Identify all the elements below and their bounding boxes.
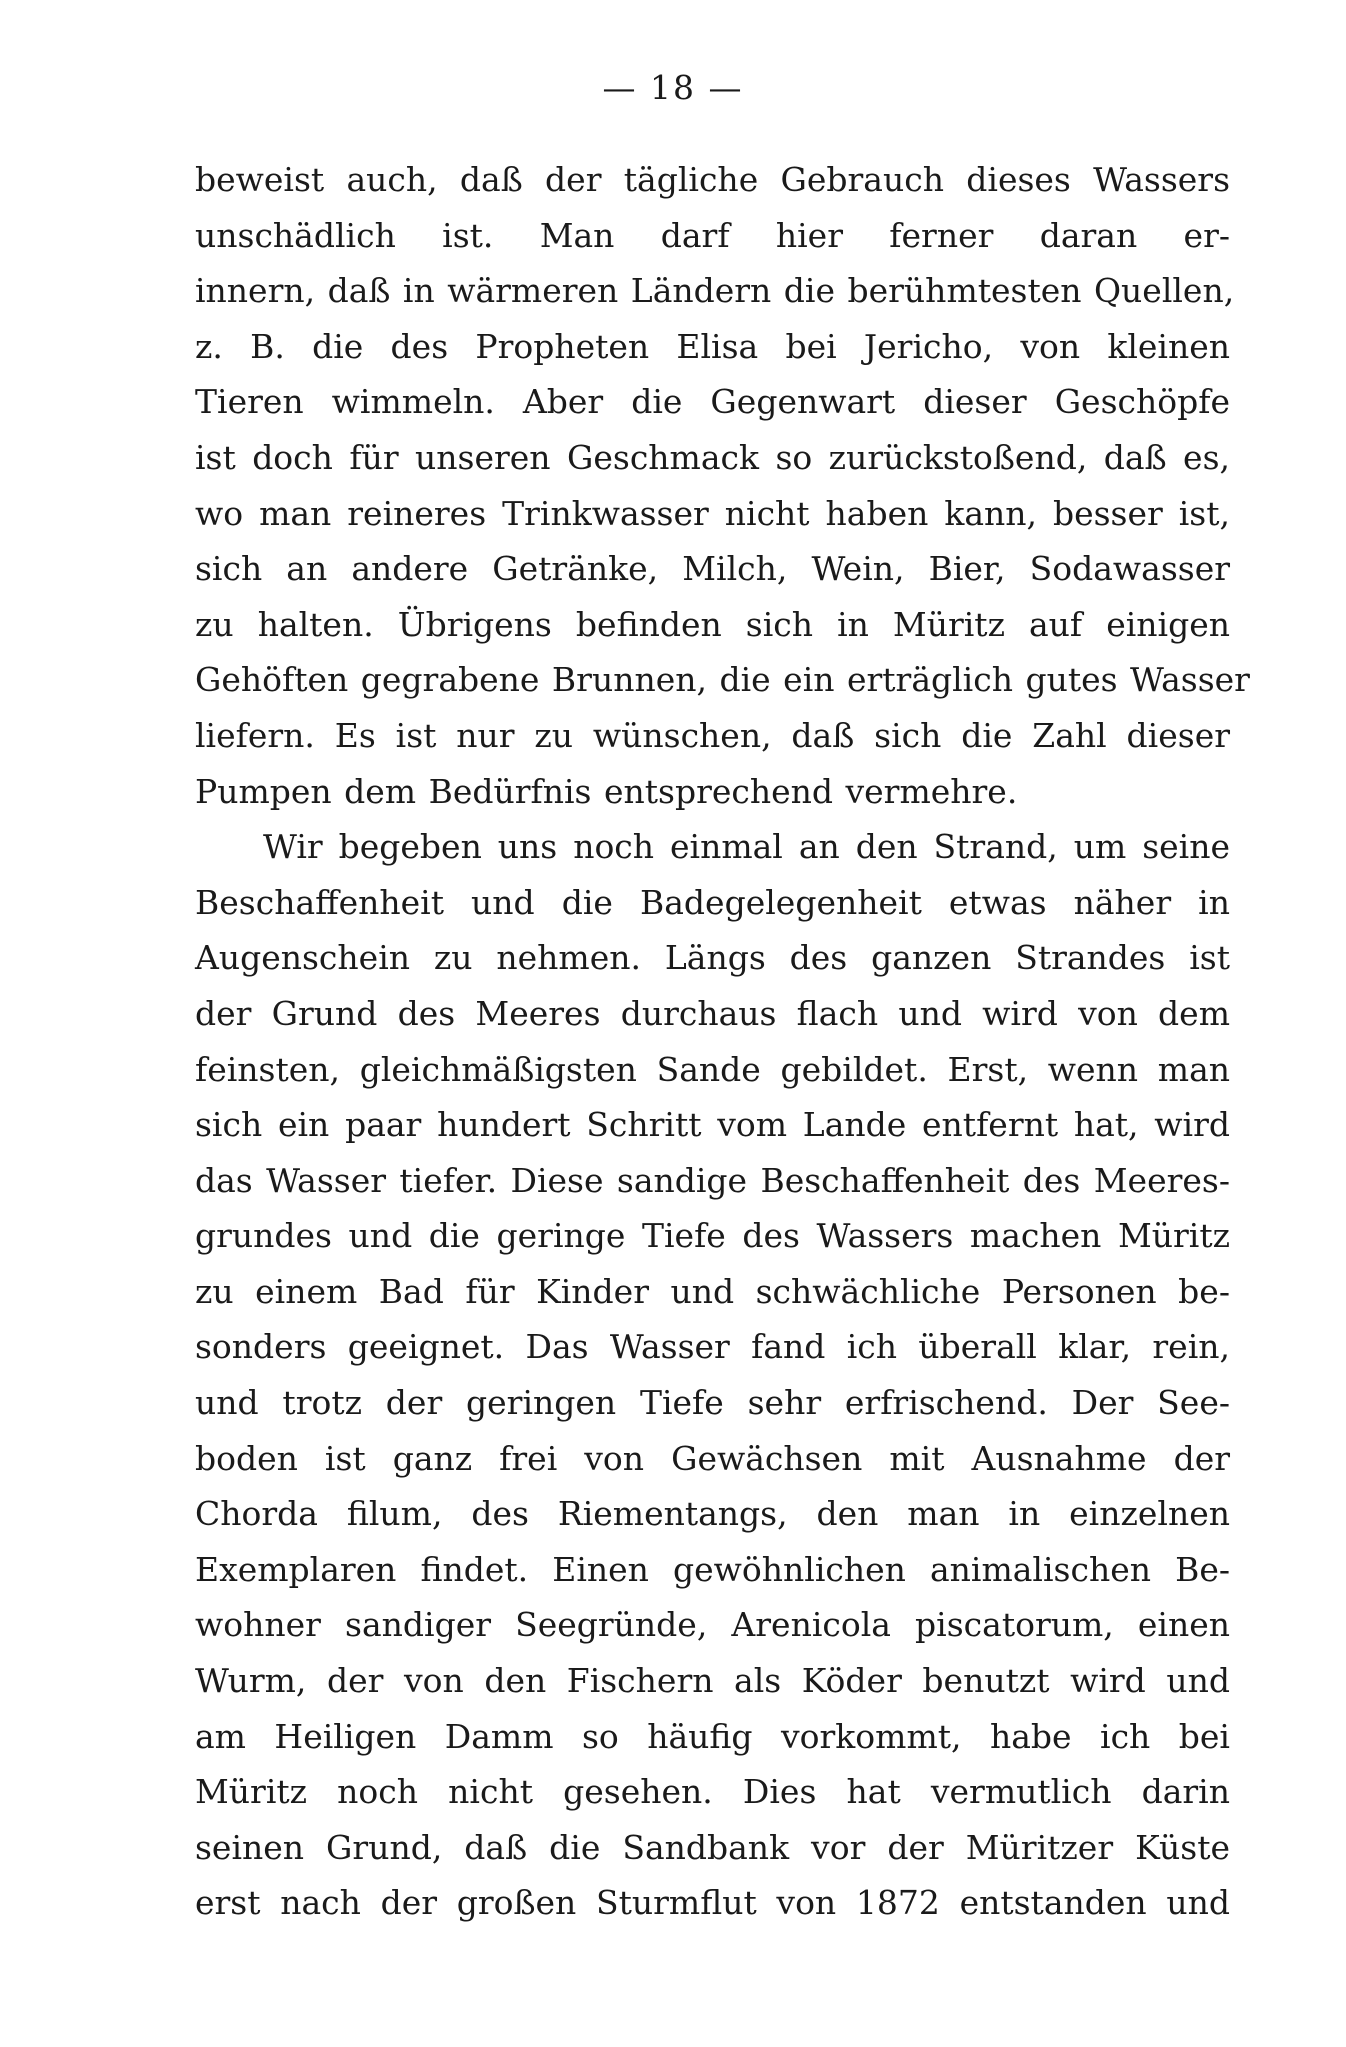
text-line: boden ist ganz frei von Gewächsen mit Ausnahme der: [195, 1438, 1230, 1478]
text-line: zu einem Bad für Kinder und schwächliche Personen be-: [195, 1271, 1230, 1311]
text-line: Chorda filum, des Riementangs, den man in einzelnen: [195, 1494, 1230, 1534]
text-line: sich ein paar hundert Schritt vom Lande entfernt hat, wird: [195, 1105, 1230, 1145]
text-line: der Grund des Meeres durchaus flach und wird von dem: [195, 993, 1230, 1033]
body-text: [195, 152, 1250, 1931]
text-line: unschädlich ist. Man darf hier ferner daran er-: [195, 215, 1230, 255]
text-line: grundes und die geringe Tiefe des Wassers machen Müritz: [195, 1216, 1230, 1256]
text-line: Beschaffenheit und die Badegelegenheit etwas näher in: [195, 882, 1230, 922]
text-line: seinen Grund, daß die Sandbank vor der Müritzer Küste: [195, 1827, 1230, 1867]
text-line: Gehöften gegrabene Brunnen, die ein erträglich gutes Wasser: [195, 660, 1250, 700]
text-line: Pumpen dem Bedürfnis entsprechend vermehre.: [195, 771, 1018, 811]
text-line: erst nach der großen Sturmflut von 1872 entstanden und: [195, 1883, 1230, 1923]
text-line: sich an andere Getränke, Milch, Wein, Bier, Sodawasser: [195, 549, 1230, 589]
text-line: ist doch für unseren Geschmack so zurückstoßend, daß es,: [195, 437, 1230, 477]
text-line: Wir begeben uns noch einmal an den Strand, um seine: [263, 827, 1230, 867]
text-line: beweist auch, daß der tägliche Gebrauch dieses Wassers: [195, 160, 1230, 199]
text-line: feinsten, gleichmäßigsten Sande gebildet. Erst, wenn man: [195, 1049, 1230, 1089]
text-line: wohner sandiger Seegründe, Arenicola piscatorum, einen: [195, 1605, 1230, 1645]
text-line: das Wasser tiefer. Diese sandige Beschaffenheit des Meeres-: [195, 1160, 1230, 1200]
text-line: Exemplaren findet. Einen gewöhnlichen animalischen Be-: [195, 1549, 1230, 1589]
text-line: z. B. die des Propheten Elisa bei Jericho, von kleinen: [195, 326, 1230, 366]
text-line: Müritz noch nicht gesehen. Dies hat vermutlich darin: [195, 1772, 1230, 1812]
text-line: am Heiligen Damm so häufig vorkommt, habe ich bei: [195, 1716, 1230, 1756]
text-line: wo man reineres Trinkwasser nicht haben kann, besser ist,: [195, 493, 1230, 533]
text-line: innern, daß in wärmeren Ländern die berühmtesten Quellen,: [195, 271, 1235, 311]
text-line: Wurm, der von den Fischern als Köder benutzt wird und: [195, 1661, 1230, 1701]
text-line: und trotz der geringen Tiefe sehr erfrischend. Der See-: [195, 1383, 1230, 1423]
text-line: zu halten. Übrigens befinden sich in Müritz auf einigen: [195, 604, 1230, 644]
text-line: Augenschein zu nehmen. Längs des ganzen Strandes ist: [195, 938, 1230, 978]
text-line: liefern. Es ist nur zu wünschen, daß sich die Zahl dieser: [195, 715, 1230, 755]
page-number: — 18 —: [602, 68, 744, 107]
text-line: sonders geeignet. Das Wasser fand ich überall klar, rein,: [195, 1327, 1230, 1367]
text-line: Tieren wimmeln. Aber die Gegenwart dieser Geschöpfe: [195, 382, 1230, 422]
